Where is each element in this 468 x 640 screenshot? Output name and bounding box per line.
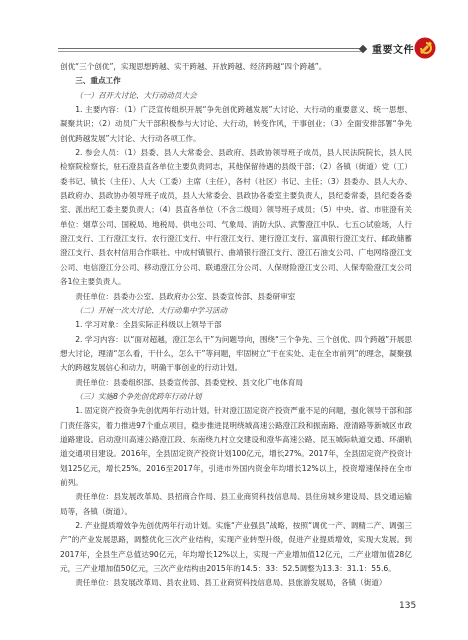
body-paragraph: 责任单位：县发展改革局、县农业局、县工业商贸科技信息局、县旅游发展局，各镇（街道） (75, 578, 387, 588)
body-paragraph: 2. 参会人员：（1）县委、县人大常委会、县政府、县政协领导班子成员，县人民法院院长，县人民检察院检察长，驻石澄县直各单位主要负责同志，其他保留待遇的县级干部；（2）各镇（街道）党（工）委书记、镇长（主任）、人大（工委）主席（主任），各村（社区）书记、主任；（3）县委办、县人大办、县政府办、县政协办领导班子成员，县人大常委会、县政协各委室主要负责人，县纪委常委，县纪委各委室、派出纪工委主要负责人；（4）县直各单位（不含二级局）领导班子成员；（5）中央、省、市驻澄有关单位：烟草公司、国税局、地税局、供电公司、气象局、消防大队、武警澄江中队、七五○试验场，人行澄江支行、工行澄江支行、农行澄江支行、中行澄江支行、建行澄江支行、富滇银行澄江支行、邮政储蓄澄江支行、县农村信用合作联社、中成村镇银行、曲靖银行澄江支行、澄江石油支公司、广电网络澄江支公司、电信澄江分公司、移动澄江分公司、联通澄江分公司、人保财险澄江支公司、人保寿险澄江支公司各1位主要负责人。 (60, 148, 412, 287)
body-paragraph: 责任单位：县委组织部、县委宣传部、县委党校、县文化广电体育局 (75, 377, 303, 387)
party-emblem-icon (414, 37, 436, 59)
body-paragraph: 责任单位：县发展改革局、县招商合作局、县工业商贸科技信息局、县住房城乡建设局、县交通运输局等，各镇（街道）。 (60, 492, 412, 516)
header-rule-thin (58, 51, 364, 52)
body-paragraph: 1. 主要内容：（1）广泛宣传组织开展“争先创优跨越发展”大讨论、大行动的重要意义、统一思想、凝聚共识；（2）动员广大干部积极参与大讨论、大行动，转变作风，干事创业；（3）全面安排部署“争先创优跨越发展”大讨论、大行动各项工作。 (60, 105, 412, 143)
section-heading: 三、重点工作 (75, 76, 121, 86)
subsection-heading: （二）开展一次大讨论、大行动集中学习活动 (75, 305, 228, 315)
body-paragraph: 1. 学习对象：全县实际正科级以上领导干部 (75, 320, 222, 330)
subsection-heading: （三）实施8个争先创优跨年行动计划 (75, 391, 202, 401)
body-paragraph: 2. 产业提质增效争先创优两年行动计划。实施“产业强县”战略，按照“调优一产、调精二产、调强三产”的产业发展思路，调整优化三次产业结构，实现产业转型升级，促进产业提质增效，实现大发展。到2017年，全县生产总值达90亿元，年均增长12%以上，实现一产业增加值12亿元，二产业增加值28亿元，三产业增加值50亿元，三次产业结构由2015年的14.5：33：52.5调整为13.3：31.1：55.6。 (60, 521, 412, 574)
document-body (60, 60, 412, 591)
header-title: 重要文件 (372, 45, 414, 56)
page-header (0, 0, 468, 60)
body-paragraph: 责任单位：县委办公室、县政府办公室、县委宣传部、县委研审室 (75, 291, 296, 301)
body-paragraph: 2. 学习内容：以“面对超越，澄江怎么干”为问题导向，围绕“三个争先、三个创优、四个跨越”开展思想大讨论，理清“怎么看，干什么，怎么干”等问题，牢固树立“干在实处、走在全市前列”的理念，凝聚强大的跨越发展信心和动力，明确干事创业的行动计划。 (60, 334, 412, 373)
header-rule (58, 48, 364, 49)
subsection-heading: （一）召开大讨论、大行动动员大会 (75, 90, 197, 100)
body-paragraph: 1. 固定资产投资争先创优两年行动计划。针对澄江固定资产投资严重不足的问题，强化领导干部和部门责任落实，着力推进97个重点项目，稳步推进昆明绕城高速公路澄江段和振南路、澄清路等新城区市政道路建设。启动澄川高速公路澄江段、东南绕九村立交建设和澄华高速公路、昆玉城际轨道交通、环湖轨道交通项目建设。2016年，全县固定资产投资计划100亿元，增长27%。2017年，全县固定资产投资计划125亿元，增长25%。2016至2017年，引进市外国内资金年均增长12%以上，投资增速保持在全市前列。 (60, 406, 412, 487)
page-number: 135 (399, 601, 417, 611)
body-paragraph: 创优“三个创优”，实现思想跨越、实干跨越、开放跨越、经济跨越“四个跨越”。 (60, 62, 327, 71)
